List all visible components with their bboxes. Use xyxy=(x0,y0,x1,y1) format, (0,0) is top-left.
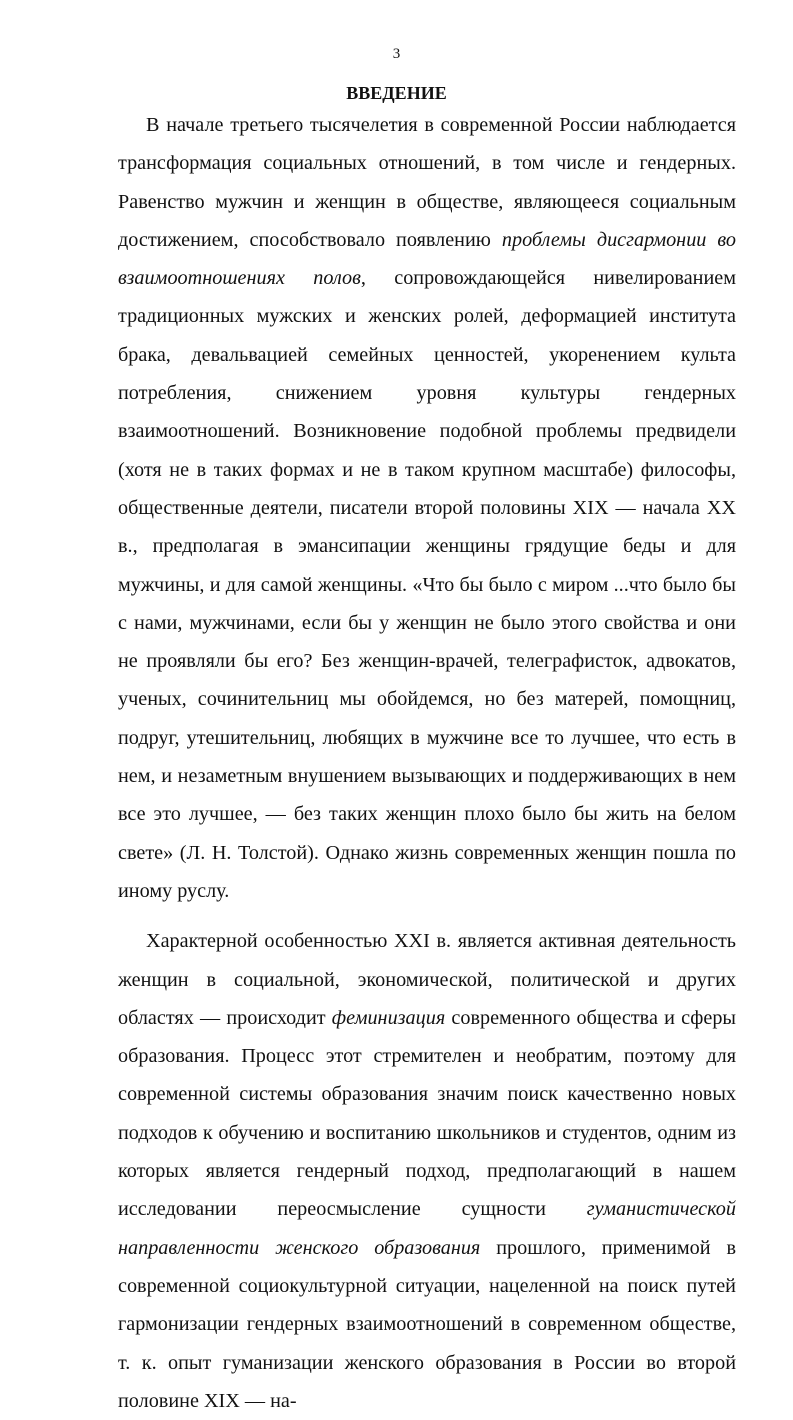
page-number: 3 xyxy=(392,46,401,62)
section-heading: ВВЕДЕНИЕ xyxy=(346,83,447,103)
paragraph-segment: современного общества и сферы образования. Процесс этот стремителен и необратим, поэтому для современной системы образования значим поиск качественно новых подходов к обучению и воспитанию школьников и студентов, одним из которых является гендерный подход, предполагающий в нашем исследовании переосмысление сущности xyxy=(118,1006,736,1221)
paragraph-segment: В начале третьего тысячелетия в современной России наблюдается трансформация социальных отношений, в том числе и гендерных. Равенство мужчин и женщин в обществе, являющееся социальным достижением, способствовало появлению xyxy=(118,114,736,251)
paragraph-segment-italic: гуманистической направленности женского образования xyxy=(118,1198,736,1259)
paragraph-segment-italic: проблемы дисгармонии во взаимоотношениях полов xyxy=(118,228,736,290)
paragraph-1 xyxy=(118,106,736,910)
paragraph-segment: Характерной особенностью XXI в. является активная деятельность женщин в социальной, экономической, политической и других областях — происходит xyxy=(118,930,736,1029)
paragraph-2 xyxy=(118,922,736,1420)
paragraph-segment: , сопровождающейся нивелированием традиционных мужских и женских ролей, деформацией института брака, девальвацией семейных ценностей, укоренением культа потребления, снижением уровня культуры гендерных взаимоотношений. Возникновение подобной проблемы предвидели (хотя не в таких формах и не в таком крупном масштабе) философы, общественные деятели, писатели второй половины XIX — начала XX в., предполагая в эмансипации женщины грядущие беды и для мужчины, и для самой женщины. «Что бы было с миром ...что было бы с нами, мужчинами, если бы у женщин не было этого свойства и они не проявляли бы его? Без женщин-врачей, телеграфисток, адвокатов, ученых, сочинительниц мы обойдемся, но без матерей, помощниц, подруг, утешительниц, любящих в мужчине все то лучшее, что есть в нем, и незаметным внушением вызывающих и поддерживающих в нем все это лучшее, — без таких женщин плохо было бы жить на белом свете» (Л. Н. Толстой). Однако жизнь современных женщин пошла по иному руслу. xyxy=(118,267,736,902)
body-text xyxy=(118,106,736,1420)
paragraph-segment: прошлого, применимой в современной социокультурной ситуации, нацеленной на поиск путей гармонизации гендерных взаимоотношений в современном обществе, т. к. опыт гуманизации женского образования в России во второй половине XIX — на- xyxy=(118,1236,736,1412)
paragraph-segment-italic: феминизация xyxy=(331,1006,446,1029)
